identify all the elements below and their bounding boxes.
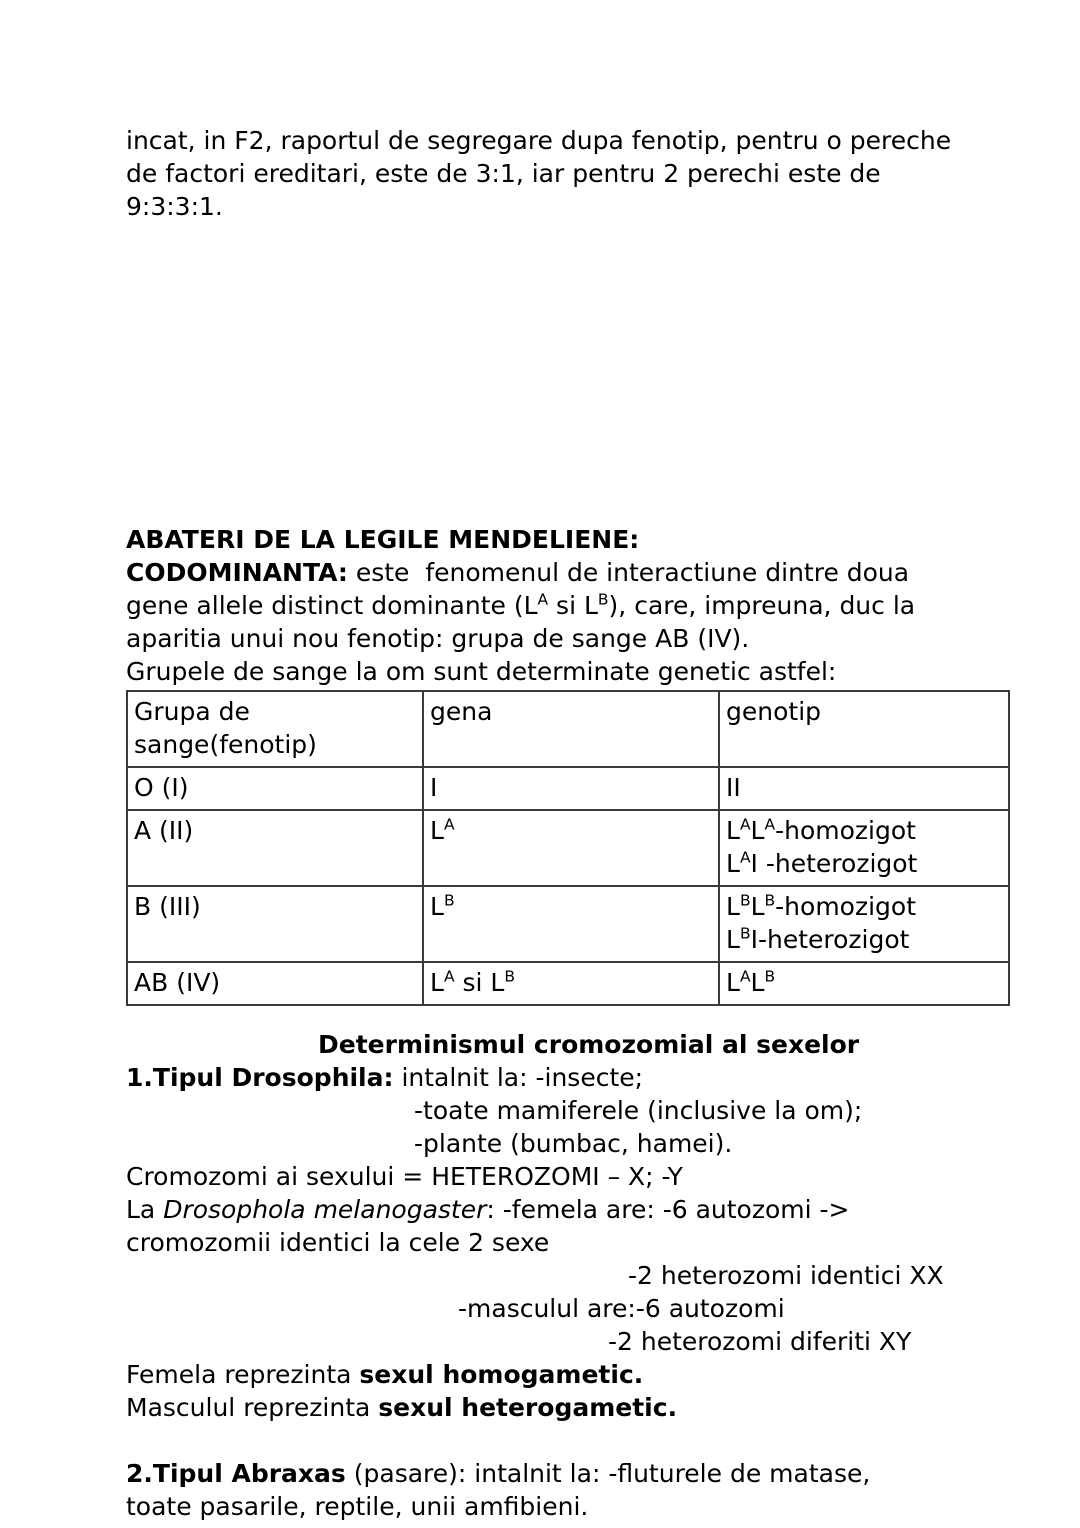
cell-gena-ab [423,962,719,1005]
gen-b2-post: I-heterozigot [750,925,910,954]
determinism-title: Determinismul cromozomial al sexelor [318,1030,860,1059]
drosophola-post: : -femela are: -6 autozomi -> [486,1195,850,1224]
table-row [127,810,1009,886]
femela-pre: Femela reprezinta [126,1360,360,1389]
gen-b2-pre: L [726,925,740,954]
gen-a1-sup1: A [739,815,751,834]
femela-heterozomi-line: -2 heterozomi identici XX [628,1261,944,1290]
table-row [127,962,1009,1005]
table-header-gena: gena [423,691,719,767]
codominanta-text-1: este fenomenul de interactiune dintre doua gene allele distinct dominante (L [126,558,918,620]
abraxas-line-1 [126,1457,966,1490]
genotip-ab-sup1: A [739,967,751,986]
tipul-drosophila-line [126,1061,966,1094]
gen-a2-pre: L [726,849,740,878]
gena-ab-mid: si L [454,968,505,997]
cell-genotip-b-line1 [726,890,1002,923]
gen-b1-post: -homozigot [775,892,917,921]
blood-groups-table [126,690,1010,1006]
codominanta-text-3: ), care, impreuna, duc la aparitia unui nou fenotip: grupa de sange AB (IV). [126,591,924,653]
cell-gena-a-base: L [430,816,444,845]
codominanta-sup-a: A [537,590,549,609]
gen-b1-pre: L [726,892,740,921]
cell-gena-b [423,886,719,962]
gen-a1-pre: L [726,816,740,845]
genotip-ab-sup2: B [764,967,776,986]
gena-ab-sup1: A [443,967,455,986]
table-header-grupa-line1: Grupa de [134,697,250,726]
cell-genotip-b-line2 [726,923,1002,956]
table-row [127,767,1009,810]
table-header-row [127,691,1009,767]
table-intro-text: Grupele de sange la om sunt determinate genetic astfel: [126,657,837,686]
gena-ab-sup2: B [504,967,515,986]
abraxas-line-2: toate pasarile, reptile, unii amfibieni. [126,1492,589,1521]
cell-grupa-b: B (III) [127,886,423,962]
gen-a2-post: I -heterozigot [750,849,918,878]
cell-genotip-a-line2 [726,847,1002,880]
genotip-ab-pre: L [726,968,740,997]
cromozomi-sexului-line: Cromozomi ai sexului = HETEROZOMI – X; -Y [126,1162,683,1191]
gen-a2-sup: A [739,848,751,867]
cell-gena-b-base: L [430,892,444,921]
abraxas-label: 2.Tipul Abraxas [126,1459,346,1488]
masculul-autozomi-line: -masculul are:-6 autozomi [458,1294,785,1323]
codominanta-sup-b: B [597,590,609,609]
drosophola-species-italic: Drosophola melanogaster [163,1195,487,1224]
cell-grupa-a: A (II) [127,810,423,886]
cell-genotip-ab [719,962,1009,1005]
gena-ab-pre: L [430,968,444,997]
tipul-drosophila-label: 1.Tipul Drosophila: [126,1063,394,1092]
cell-gena-a-sup: A [443,815,455,834]
codominanta-text-2: si L [548,591,598,620]
cromozomii-identici-line: cromozomii identici la cele 2 sexe [126,1228,550,1257]
masculul-bold: sexul heterogametic. [378,1393,678,1422]
document-content [126,124,966,1523]
table-header-genotip: genotip [719,691,1009,767]
cell-gena-o: I [423,767,719,810]
cell-gena-a [423,810,719,886]
table-row [127,886,1009,962]
cell-genotip-a [719,810,1009,886]
masculul-heterogametic-line [126,1391,966,1424]
gen-a1-mid: L [750,816,765,845]
blank-line [126,1424,966,1457]
codominanta-label: CODOMINANTA: [126,558,348,587]
gen-b1-sup2: B [764,891,776,910]
cell-genotip-a-line1 [726,814,1002,847]
masculul-heterozomi-line: -2 heterozomi diferiti XY [608,1327,912,1356]
cell-grupa-o: O (I) [127,767,423,810]
gen-a1-post: -homozigot [775,816,916,845]
drosophila-sub-plante: -plante (bumbac, hamei). [414,1129,733,1158]
vertical-spacer [126,223,966,523]
femela-bold: sexul homogametic. [359,1360,644,1389]
vertical-spacer-small [126,1006,966,1028]
table-header-grupa [127,691,423,767]
gen-b1-mid: L [750,892,765,921]
drosophila-sub-mamifere: -toate mamiferele (inclusive la om); [414,1096,863,1125]
masculul-pre: Masculul reprezinta [126,1393,379,1422]
codominanta-paragraph [126,556,966,655]
drosophola-line [126,1193,966,1226]
abraxas-text-1: (pasare): intalnit la: -fluturele de matase, [345,1459,871,1488]
gen-b1-sup1: B [739,891,751,910]
table-header-grupa-line2: sange(fenotip) [134,730,317,759]
cell-grupa-ab: AB (IV) [127,962,423,1005]
tipul-drosophila-text: intalnit la: -insecte; [393,1063,644,1092]
cell-genotip-o: II [719,767,1009,810]
gen-b2-sup: B [739,924,751,943]
intro-paragraph: incat, in F2, raportul de segregare dupa fenotip, pentru o pereche de factori ereditari, este de 3:1, iar pentru 2 perechi este de 9:3:3:1. [126,126,960,221]
cell-gena-b-sup: B [443,891,455,910]
drosophola-pre: La [126,1195,164,1224]
gen-a1-sup2: A [764,815,776,834]
heading-abateri: ABATERI DE LA LEGILE MENDELIENE: [126,525,640,554]
femela-homogametic-line [126,1358,966,1391]
cell-genotip-b [719,886,1009,962]
genotip-ab-mid: L [750,968,765,997]
